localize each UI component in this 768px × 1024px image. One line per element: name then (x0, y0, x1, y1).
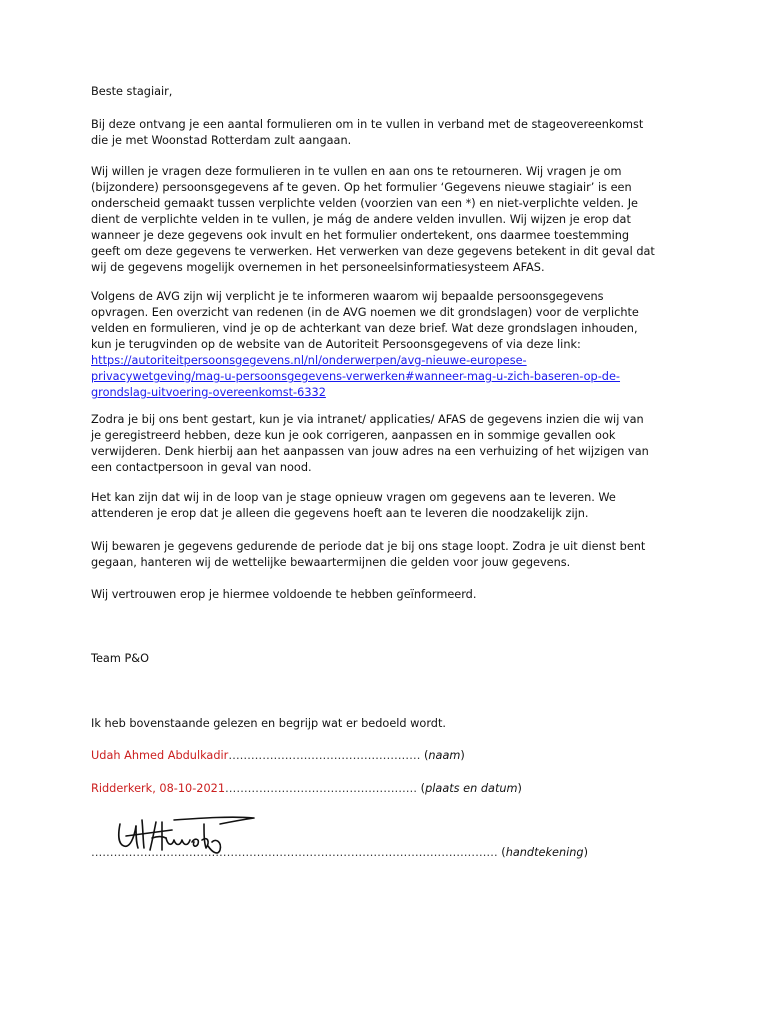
text-line: Wij bewaren je gegevens gedurende de periode dat je bij ons stage loopt. Zodra je uit dienst bent (91, 540, 646, 553)
avg-link-line[interactable]: https://autoriteitpersoonsgegevens.nl/nl/onderwerpen/avg-nieuwe-europese- (91, 354, 527, 367)
signature-dots: ……………………………………………………………………………………………… (91, 846, 498, 859)
paragraph-intro (91, 117, 691, 149)
acknowledgement-statement (91, 716, 691, 732)
text-line: attenderen je erop dat je alleen die gegevens hoeft aan te leveren die noodzakelijk zijn. (91, 507, 589, 520)
place-date-label: plaats en datum (425, 782, 518, 795)
greeting-text: Beste stagiair, (91, 85, 173, 98)
paragraph-future-requests (91, 490, 691, 522)
text-line: wij de gegevens mogelijk overnemen in het personeelsinformatiesysteem AFAS. (91, 261, 545, 274)
text-line: Wij willen je vragen deze formulieren in te vullen en aan ons te retourneren. Wij vragen je om (91, 165, 622, 178)
text-line: een contactpersoon in geval van nood. (91, 461, 312, 474)
text-line: kun je terugvinden op de website van de Autoriteit Persoonsgegevens of via deze link: (91, 338, 581, 351)
paragraph-access (91, 412, 691, 476)
place-date-dots: …………………………………………… (225, 782, 418, 795)
text-line: Wij vertrouwen erop je hiermee voldoende te hebben geïnformeerd. (91, 588, 477, 601)
text-line: Volgens de AVG zijn wij verplicht je te informeren waarom wij bepaalde persoonsgegevens (91, 290, 604, 303)
text-line: die je met Woonstad Rotterdam zult aangaan. (91, 134, 352, 147)
text-line: geeft om deze gegevens te verwerken. Het verwerken van deze gegevens betekent in dit geval dat (91, 245, 655, 258)
place-date-value: Ridderkerk, 08-10-2021 (91, 782, 226, 795)
avg-link-line[interactable]: privacywetgeving/mag-u-persoonsgegevens-verwerken#wanneer-mag-u-zich-baseren-op-de- (91, 370, 621, 383)
paragraph-closing (91, 587, 691, 603)
signature-label: handtekening (505, 846, 584, 859)
signature-line: ……………………………………………………………………………………………… (handtekening) (91, 846, 589, 859)
sender (91, 651, 691, 667)
text-line: Zodra je bij ons bent gestart, kun je via intranet/ applicaties/ AFAS de gegevens inzien die wij van (91, 413, 644, 426)
statement-text: Ik heb bovenstaande gelezen en begrijp wat er bedoeld wordt. (91, 717, 446, 730)
avg-link-line[interactable]: grondslag-uitvoering-overeenkomst-6332 (91, 386, 326, 399)
paragraph-avg (91, 289, 691, 401)
name-line: Udah Ahmed Abdulkadir…………………………………………… (naam) (91, 749, 465, 762)
text-line: velden en formulieren, vind je op de achterkant van deze brief. Wat deze grondslagen inhouden, (91, 322, 638, 335)
text-line: dient de verplichte velden in te vullen, je mág de andere velden invullen. Wij wijzen je erop dat (91, 213, 631, 226)
text-line: Bij deze ontvang je een aantal formulieren om in te vullen in verband met de stageovereenkomst (91, 118, 644, 131)
paragraph-consent (91, 164, 691, 276)
text-line: verwijderen. Denk hierbij aan het aanpassen van jouw adres na een verhuizing of het wijzigen van (91, 445, 649, 458)
text-line: (bijzondere) persoonsgegevens af te geven. Op het formulier ‘Gegevens nieuwe stagiair’ is een (91, 181, 632, 194)
text-line: opvragen. Een overzicht van redenen (in de AVG noemen we dit grondslagen) voor de verplichte (91, 306, 639, 319)
place-date-line: Ridderkerk, 08-10-2021…………………………………………… (plaats en datum) (91, 782, 522, 795)
name-dots: …………………………………………… (228, 749, 421, 762)
name-label: naam (428, 749, 461, 762)
name-value: Udah Ahmed Abdulkadir (91, 749, 229, 762)
text-line: Het kan zijn dat wij in de loop van je stage opnieuw vragen om gegevens aan te leveren. We (91, 491, 616, 504)
text-line: je geregistreerd hebben, deze kun je ook corrigeren, aanpassen en in sommige gevallen ook (91, 429, 616, 442)
text-line: wanneer je deze gegevens ook invult en het formulier ondertekent, ons daarmee toestemming (91, 229, 630, 242)
paragraph-retention (91, 539, 691, 571)
text-line: gegaan, hanteren wij de wettelijke bewaartermijnen die gelden voor jouw gegevens. (91, 556, 571, 569)
greeting (91, 84, 691, 100)
sender-name: Team P&O (91, 652, 149, 665)
text-line: onderscheid gemaakt tussen verplichte velden (voorzien van een *) en niet-verplichte velden. Je (91, 197, 638, 210)
